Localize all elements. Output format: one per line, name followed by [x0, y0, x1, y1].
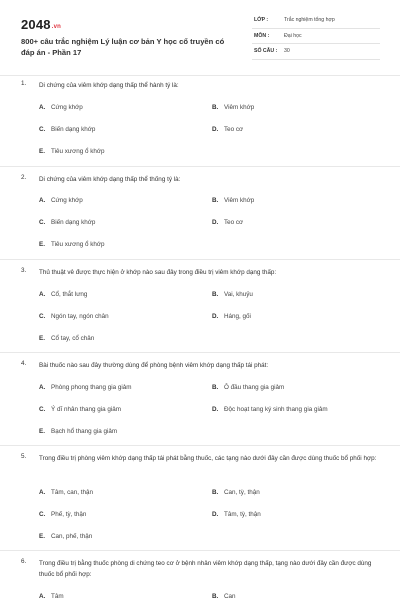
- option-letter: C.: [39, 406, 46, 413]
- option-letter: B.: [212, 384, 219, 391]
- answer-option[interactable]: [212, 593, 236, 600]
- header-divider: [0, 75, 400, 76]
- meta-label: LỚP :: [254, 17, 269, 23]
- option-letter: E.: [39, 148, 45, 155]
- option-text: Can, tỳ, thận: [224, 489, 260, 496]
- answer-option[interactable]: [39, 489, 93, 496]
- question-number: 4.: [21, 360, 27, 367]
- answer-option[interactable]: [212, 406, 328, 413]
- option-text: Can: [224, 593, 236, 600]
- option-text: Viêm khớp: [224, 104, 255, 111]
- option-letter: B.: [212, 197, 219, 204]
- option-text: Teo cơ: [224, 126, 244, 133]
- option-text: Ngón tay, ngón chân: [51, 313, 109, 320]
- answer-option[interactable]: [212, 219, 243, 226]
- answer-option[interactable]: [39, 104, 83, 111]
- option-text: Phế, tỳ, thận: [51, 511, 87, 518]
- option-letter: B.: [212, 489, 219, 496]
- option-letter: A.: [39, 197, 46, 204]
- option-letter: B.: [212, 291, 219, 298]
- answer-option[interactable]: [39, 384, 132, 391]
- option-letter: A.: [39, 104, 46, 111]
- question-text: Di chứng của viêm khớp dạng thấp thể thống tý là:: [39, 176, 181, 183]
- question-number: 6.: [21, 558, 27, 565]
- document-meta: [252, 13, 380, 60]
- option-text: Biến dạng khớp: [51, 219, 96, 226]
- option-text: Teo cơ: [224, 219, 244, 226]
- answer-option[interactable]: [39, 511, 86, 518]
- answer-option[interactable]: [39, 593, 64, 600]
- question-text: Di chứng của viêm khớp dạng thấp thể hành tý là:: [39, 82, 179, 89]
- question-text: Trong điều trị phòng viêm khớp dạng thấp tái phát bằng thuốc, các tạng nào dưới đây cần được dùng thuốc bổ phối hợp:: [39, 455, 377, 462]
- option-text: Tiêu xương ổ khớp: [51, 148, 105, 155]
- meta-row-subject: [252, 29, 380, 45]
- answer-option[interactable]: [39, 335, 94, 342]
- answer-option[interactable]: [39, 126, 95, 133]
- question-text: Bài thuốc nào sau đây thường dùng để phòng bệnh viêm khớp dạng thấp tái phát:: [39, 362, 269, 369]
- option-text: Độc hoạt tang ký sinh thang gia giảm: [224, 406, 328, 413]
- option-letter: B.: [212, 593, 219, 600]
- option-text: Phòng phong thang gia giảm: [51, 384, 132, 391]
- option-text: Can, phế, thận: [51, 533, 93, 540]
- document-title: 800+ câu trắc nghiệm Lý luận cơ bản Y học cổ truyền có đáp án - Phần 17: [21, 37, 225, 57]
- answer-option[interactable]: [39, 533, 92, 540]
- option-letter: C.: [39, 219, 46, 226]
- option-letter: A.: [39, 384, 46, 391]
- meta-value: Đại học: [284, 32, 302, 39]
- meta-value: 30: [284, 48, 290, 54]
- answer-option[interactable]: [212, 384, 284, 391]
- option-text: Bạch hổ thang gia giảm: [51, 428, 118, 435]
- option-letter: A.: [39, 489, 46, 496]
- answer-option[interactable]: [212, 291, 253, 298]
- answer-option[interactable]: [39, 406, 121, 413]
- site-logo[interactable]: [21, 17, 61, 32]
- option-text: Viêm khớp: [224, 197, 255, 204]
- meta-label: MÔN :: [254, 32, 270, 39]
- option-letter: D.: [212, 511, 219, 518]
- page-header: [0, 0, 400, 76]
- answer-option[interactable]: [212, 489, 260, 496]
- option-letter: D.: [212, 219, 219, 226]
- option-text: Ý dĩ nhân thang gia giảm: [51, 406, 122, 413]
- option-letter: E.: [39, 335, 45, 342]
- option-letter: C.: [39, 511, 46, 518]
- question-number: 5.: [21, 453, 27, 460]
- option-letter: D.: [212, 313, 219, 320]
- option-text: Tâm, can, thận: [51, 489, 93, 496]
- option-letter: D.: [212, 126, 219, 133]
- option-letter: C.: [39, 313, 46, 320]
- option-text: Cứng khớp: [51, 197, 83, 204]
- option-letter: E.: [39, 533, 45, 540]
- answer-option[interactable]: [39, 428, 117, 435]
- answer-option[interactable]: [212, 511, 261, 518]
- option-text: Tâm, tỳ, thận: [224, 511, 261, 518]
- option-text: Biến dạng khớp: [51, 126, 96, 133]
- question-number: 2.: [21, 174, 27, 181]
- logo-suffix: .vn: [51, 24, 62, 30]
- question-number: 3.: [21, 267, 27, 274]
- answer-option[interactable]: [39, 219, 95, 226]
- meta-row-class: [252, 13, 380, 29]
- option-letter: A.: [39, 291, 46, 298]
- answer-option[interactable]: [39, 197, 83, 204]
- option-letter: B.: [212, 104, 219, 111]
- option-text: Tâm: [51, 593, 64, 600]
- meta-value: Trắc nghiệm tổng hợp: [284, 17, 335, 23]
- answer-option[interactable]: [39, 313, 109, 320]
- option-letter: C.: [39, 126, 46, 133]
- option-text: Háng, gối: [224, 313, 251, 320]
- question-text: Thủ thuật vê được thực hiện ở khớp nào sau đây trong điều trị viêm khớp dạng thấp:: [39, 269, 277, 276]
- question-divider: [0, 445, 400, 446]
- logo-text: 2048: [21, 17, 51, 32]
- option-text: Cổ, thắt lưng: [51, 291, 88, 298]
- option-letter: E.: [39, 241, 45, 248]
- answer-option[interactable]: [212, 126, 243, 133]
- question-divider: [0, 352, 400, 353]
- option-text: Cứng khớp: [51, 104, 83, 111]
- answer-option[interactable]: [39, 148, 105, 155]
- answer-option[interactable]: [212, 197, 254, 204]
- question-number: 1.: [21, 80, 27, 87]
- question-divider: [0, 166, 400, 167]
- option-letter: A.: [39, 593, 46, 600]
- answer-option[interactable]: [212, 104, 254, 111]
- question-text: Trong điều trị bằng thuốc phòng di chứng teo cơ ở bệnh nhân viêm khớp dạng thấp, tạng nào dưới đây cần được dùng thuốc bổ phối hợp:: [39, 560, 372, 578]
- question-divider: [0, 259, 400, 260]
- option-letter: D.: [212, 406, 219, 413]
- answer-option[interactable]: [212, 313, 251, 320]
- option-text: Ô đầu thang gia giảm: [224, 384, 285, 391]
- question-divider: [0, 550, 400, 551]
- option-letter: E.: [39, 428, 45, 435]
- meta-row-count: [252, 44, 380, 60]
- option-text: Cổ tay, cổ chân: [51, 335, 95, 342]
- answer-option[interactable]: [39, 291, 87, 298]
- option-text: Tiêu xương ổ khớp: [51, 241, 105, 248]
- meta-label: SỐ CÂU :: [254, 48, 278, 54]
- option-text: Vai, khuỷu: [224, 291, 253, 298]
- answer-option[interactable]: [39, 241, 105, 248]
